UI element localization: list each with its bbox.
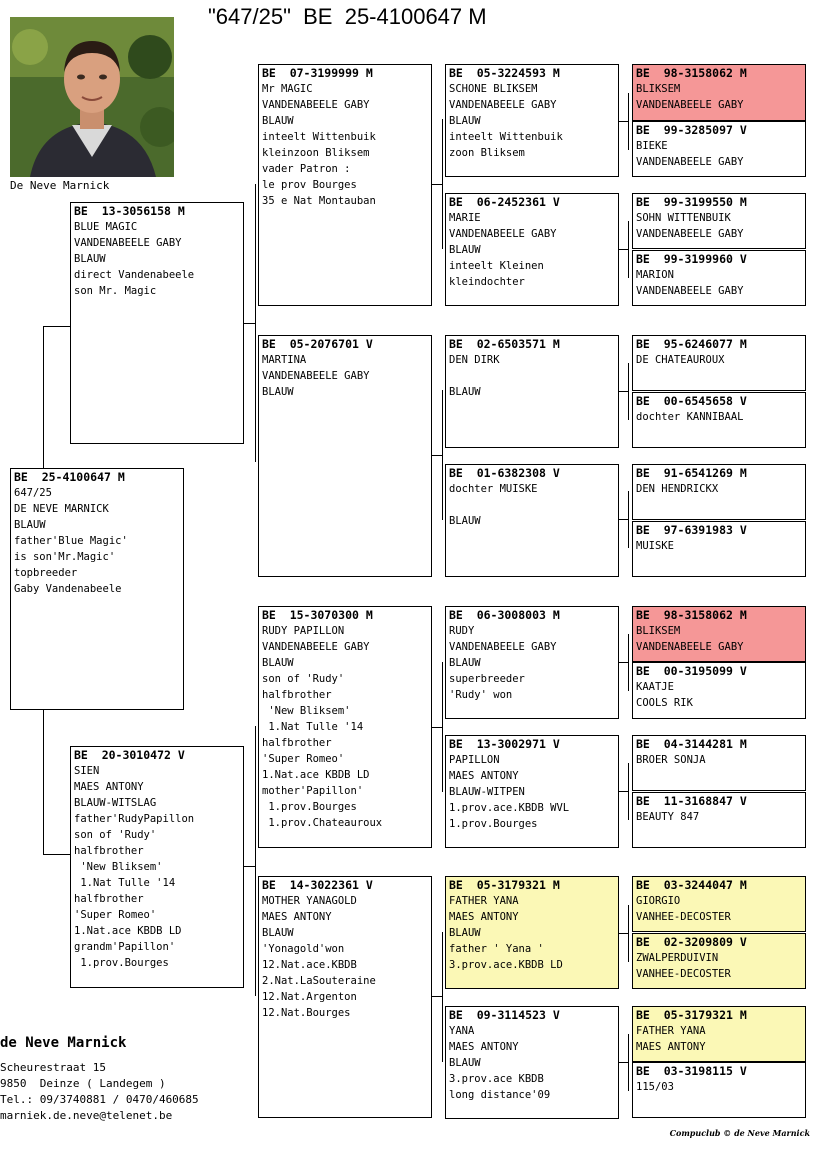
pigeon-detail-line: superbreeder — [449, 673, 525, 685]
owner-name: de Neve Marnick — [0, 1035, 127, 1051]
pigeon-detail-line: BLAUW-WITSLAG — [74, 797, 157, 809]
pigeon-detail-line: BLAUW — [74, 253, 106, 265]
ring-number: BE 99-3199960 V — [636, 252, 747, 266]
pigeon-detail-line: dochter MUISKE — [449, 483, 538, 495]
ring-number: BE 13-3002971 V — [449, 737, 560, 751]
pigeon-detail-line: MOTHER YANAGOLD — [262, 895, 357, 907]
pigeon-detail-line: BLIKSEM — [636, 83, 681, 95]
pigeon-detail-line: BLAUW — [262, 386, 294, 398]
connector-line — [43, 326, 44, 468]
pigeon-detail-line: father'RudyPapillon — [74, 813, 195, 825]
pigeon-card-ddds — [632, 1006, 806, 1062]
pigeon-card-dam-sire — [258, 606, 432, 848]
pigeon-detail-line: GIORGIO — [636, 895, 681, 907]
pigeon-detail-line: PAPILLON — [449, 754, 500, 766]
pigeon-card-dam — [70, 746, 244, 988]
pigeon-detail-line: 12.Nat.ace.KBDB — [262, 959, 357, 971]
footer-credit: Compuclub © de Neve Marnick — [669, 1128, 810, 1138]
pigeon-card-dsdd — [632, 792, 806, 848]
ring-number: BE 00-6545658 V — [636, 394, 747, 408]
pigeon-detail-line: MAES ANTONY — [74, 781, 144, 793]
pigeon-detail-line: long distance'09 — [449, 1089, 551, 1101]
pigeon-detail-line: KAATJE — [636, 681, 674, 693]
ring-number: BE 97-6391983 V — [636, 523, 747, 537]
pigeon-detail-line: son of 'Rudy' — [262, 673, 345, 685]
owner-address: Scheurestraat 15 — [0, 1061, 106, 1074]
pigeon-detail-line: 2.Nat.LaSouteraine — [262, 975, 376, 987]
connector-line — [618, 791, 629, 792]
pigeon-detail-line: RUDY PAPILLON — [262, 625, 345, 637]
pigeon-detail-line: COOLS RIK — [636, 697, 693, 709]
pigeon-detail-line: MAES ANTONY — [262, 911, 332, 923]
pigeon-card-ssss — [632, 64, 806, 121]
pigeon-detail-line: MARION — [636, 269, 674, 281]
ring-number: BE 02-6503571 M — [449, 337, 560, 351]
pigeon-detail-line: le prov Bourges — [262, 179, 357, 191]
connector-line — [255, 726, 256, 996]
connector-line — [43, 709, 44, 854]
ring-number: BE 02-3209809 V — [636, 935, 747, 949]
ring-number: BE 98-3158062 M — [636, 608, 747, 622]
pigeon-detail-line: BLAUW — [262, 115, 294, 127]
pigeon-detail-line: BEAUTY 847 — [636, 811, 700, 823]
pigeon-detail-line: mother'Papillon' — [262, 785, 364, 797]
connector-line — [618, 249, 629, 250]
pigeon-detail-line: inteelt Wittenbuik — [262, 131, 376, 143]
connector-line — [432, 455, 443, 456]
pigeon-detail-line: MAES ANTONY — [449, 770, 519, 782]
pigeon-detail-line — [449, 368, 615, 384]
ring-number: BE 11-3168847 V — [636, 794, 747, 808]
pigeon-detail-line: direct Vandenabeele — [74, 269, 195, 281]
ring-number: BE 05-2076701 V — [262, 337, 373, 351]
pigeon-detail-line: DEN DIRK — [449, 354, 500, 366]
pigeon-detail-line: 1.prov.Bourges — [262, 801, 357, 813]
pigeon-detail-line: dochter KANNIBAAL — [636, 411, 744, 423]
connector-line — [432, 184, 443, 185]
pigeon-card-sdsd — [632, 392, 806, 448]
pigeon-card-dssd — [632, 662, 806, 719]
pigeon-card-sds — [445, 335, 619, 448]
owner-phone: Tel.: 09/3740881 / 0470/460685 — [0, 1093, 199, 1106]
ring-number: BE 20-3010472 V — [74, 748, 185, 762]
pigeon-detail-line: VANDENABEELE GABY — [449, 99, 557, 111]
connector-line — [243, 323, 256, 324]
pigeon-detail-line: 12.Nat.Argenton — [262, 991, 357, 1003]
pigeon-detail-line: VANDENABEELE GABY — [262, 641, 370, 653]
pigeon-card-ddss — [632, 876, 806, 932]
connector-line — [442, 932, 443, 1062]
pigeon-card-ssd — [445, 193, 619, 306]
pigeon-detail-line: zoon Bliksem — [449, 147, 525, 159]
pigeon-card-main — [10, 468, 184, 710]
ring-number: BE 05-3224593 M — [449, 66, 560, 80]
pigeon-detail-line: VANDENABEELE GABY — [636, 641, 744, 653]
pigeon-detail-line: 12.Nat.Bourges — [262, 1007, 351, 1019]
pigeon-detail-line: 'Super Romeo' — [262, 753, 345, 765]
pigeon-detail-line: is son'Mr.Magic' — [14, 551, 116, 563]
ring-number: BE 15-3070300 M — [262, 608, 373, 622]
pigeon-detail-line: 1.Nat Tulle '14 — [262, 721, 364, 733]
pigeon-detail-line: YANA — [449, 1025, 475, 1037]
pigeon-detail-line: VANHEE-DECOSTER — [636, 968, 731, 980]
connector-line — [432, 727, 443, 728]
connector-line — [43, 326, 70, 327]
pigeon-detail-line: MARIE — [449, 212, 481, 224]
pigeon-detail-line: BLAUW — [449, 657, 481, 669]
pigeon-detail-line: RUDY — [449, 625, 475, 637]
pigeon-detail-line: DE CHATEAUROUX — [636, 354, 725, 366]
pigeon-detail-line: inteelt Kleinen — [449, 260, 544, 272]
ring-number: BE 25-4100647 M — [14, 470, 125, 484]
pigeon-detail-line: BLAUW — [449, 1057, 481, 1069]
connector-line — [618, 933, 629, 934]
pigeon-detail-line: BLAUW — [262, 927, 294, 939]
pigeon-detail-line: VANDENABEELE GABY — [636, 156, 744, 168]
pigeon-detail-line: 'New Bliksem' — [262, 705, 351, 717]
pigeon-card-dds — [445, 876, 619, 989]
pigeon-card-ssds — [632, 193, 806, 249]
pigeon-detail-line: halfbrother — [74, 845, 144, 857]
pigeon-card-sdds — [632, 464, 806, 520]
pigeon-detail-line: FATHER YANA — [636, 1025, 706, 1037]
pigeon-detail-line: BLUE MAGIC — [74, 221, 138, 233]
ring-number: BE 91-6541269 M — [636, 466, 747, 480]
pigeon-detail-line: 3.prov.ace.KBDB LD — [449, 959, 563, 971]
pigeon-card-sire-dam — [258, 335, 432, 577]
pigeon-detail-line: VANDENABEELE GABY — [74, 237, 182, 249]
pigeon-detail-line: son Mr. Magic — [74, 285, 157, 297]
pigeon-card-sdss — [632, 335, 806, 391]
pigeon-detail-line: 1.prov.Chateauroux — [262, 817, 383, 829]
pigeon-detail-line: BLAUW — [449, 244, 481, 256]
pigeon-card-dsss — [632, 606, 806, 662]
pigeon-card-sire — [70, 202, 244, 444]
connector-line — [618, 1062, 629, 1063]
pigeon-detail-line: father'Blue Magic' — [14, 535, 128, 547]
ring-number: BE 05-3179321 M — [449, 878, 560, 892]
pigeon-detail-line: Mr MAGIC — [262, 83, 313, 95]
pigeon-detail-line: DE NEVE MARNICK — [14, 503, 109, 515]
pigeon-card-ddd — [445, 1006, 619, 1119]
pigeon-detail-line: BLAUW — [449, 115, 481, 127]
pigeon-detail-line: MARTINA — [262, 354, 307, 366]
pigeon-detail-line: ZWALPERDUIVIN — [636, 952, 719, 964]
pigeon-detail-line: VANDENABEELE GABY — [636, 285, 744, 297]
pigeon-detail-line: BIEKE — [636, 140, 668, 152]
pigeon-card-sdd — [445, 464, 619, 577]
pigeon-detail-line: 'New Bliksem' — [74, 861, 163, 873]
pigeon-detail-line: BLAUW — [449, 927, 481, 939]
pigeon-detail-line: grandm'Papillon' — [74, 941, 176, 953]
pigeon-detail-line: DEN HENDRICKX — [636, 483, 719, 495]
pigeon-detail-line: VANHEE-DECOSTER — [636, 911, 731, 923]
pigeon-card-dddd — [632, 1062, 806, 1118]
pigeon-card-dsds — [632, 735, 806, 791]
ring-number: BE 07-3199999 M — [262, 66, 373, 80]
pigeon-detail-line: halfbrother — [74, 893, 144, 905]
pigeon-detail-line: 'Rudy' won — [449, 689, 513, 701]
pigeon-detail-line: 1.Nat.ace KBDB LD — [262, 769, 370, 781]
pigeon-detail-line: BLAUW — [449, 386, 481, 398]
pigeon-detail-line: 647/25 — [14, 487, 52, 499]
pigeon-detail-line: VANDENABEELE GABY — [636, 228, 744, 240]
ring-number: BE 06-2452361 V — [449, 195, 560, 209]
pigeon-detail-line: MAES ANTONY — [449, 1041, 519, 1053]
pigeon-detail-line: son of 'Rudy' — [74, 829, 157, 841]
pigeon-detail-line: FATHER YANA — [449, 895, 519, 907]
pigeon-detail-line: Gaby Vandenabeele — [14, 583, 122, 595]
owner-email: marniek.de.neve@telenet.be — [0, 1109, 173, 1122]
pigeon-detail-line: 1.prov.Bourges — [449, 818, 538, 830]
ring-number: BE 98-3158062 M — [636, 66, 747, 80]
pigeon-card-ssdd — [632, 250, 806, 306]
pigeon-card-ddsd — [632, 933, 806, 989]
ring-number: BE 00-3195099 V — [636, 664, 747, 678]
pigeon-card-sssd — [632, 121, 806, 177]
pigeon-detail-line: kleindochter — [449, 276, 525, 288]
pigeon-card-sss — [445, 64, 619, 177]
pigeon-detail-line: 1.prov.ace.KBDB WVL — [449, 802, 570, 814]
pigeon-card-dsd — [445, 735, 619, 848]
pigeon-detail-line: kleinzoon Bliksem — [262, 147, 370, 159]
ring-number: BE 13-3056158 M — [74, 204, 185, 218]
pigeon-detail-line: VANDENABEELE GABY — [449, 228, 557, 240]
pigeon-detail-line: SCHONE BLIKSEM — [449, 83, 538, 95]
pigeon-detail-line: VANDENABEELE GABY — [262, 370, 370, 382]
pigeon-detail-line — [449, 497, 615, 513]
ring-number: BE 14-3022361 V — [262, 878, 373, 892]
ring-number: BE 99-3285097 V — [636, 123, 747, 137]
photo-caption: De Neve Marnick — [10, 179, 110, 192]
pigeon-detail-line: BLAUW — [14, 519, 46, 531]
pigeon-detail-line: father ' Yana ' — [449, 943, 544, 955]
connector-line — [432, 996, 443, 997]
connector-line — [243, 866, 256, 867]
pigeon-detail-line: BROER SONJA — [636, 754, 706, 766]
pigeon-card-sire-sire — [258, 64, 432, 306]
pigeon-detail-line: 'Yonagold'won — [262, 943, 345, 955]
pigeon-detail-line: VANDENABEELE GABY — [636, 99, 744, 111]
connector-line — [618, 391, 629, 392]
pigeon-detail-line: 1.prov.Bourges — [74, 957, 169, 969]
pigeon-detail-line: BLAUW-WITPEN — [449, 786, 525, 798]
pigeon-detail-line: 1.Nat Tulle '14 — [74, 877, 176, 889]
ring-number: BE 03-3198115 V — [636, 1064, 747, 1078]
ring-number: BE 99-3199550 M — [636, 195, 747, 209]
pigeon-detail-line: MAES ANTONY — [449, 911, 519, 923]
pigeon-detail-line: MUISKE — [636, 540, 674, 552]
connector-line — [618, 662, 629, 663]
connector-line — [618, 519, 629, 520]
pigeon-detail-line: inteelt Wittenbuik — [449, 131, 563, 143]
pigeon-detail-line: BLAUW — [449, 515, 481, 527]
pigeon-detail-line: 3.prov.ace KBDB — [449, 1073, 544, 1085]
ring-number: BE 04-3144281 M — [636, 737, 747, 751]
pigeon-card-dam-dam — [258, 876, 432, 1118]
owner-photo — [10, 17, 174, 177]
pigeon-detail-line: 35 e Nat Montauban — [262, 195, 376, 207]
pigeon-detail-line: VANDENABEELE GABY — [262, 99, 370, 111]
pigeon-detail-line: SOHN WITTENBUIK — [636, 212, 731, 224]
ring-number: BE 01-6382308 V — [449, 466, 560, 480]
connector-line — [618, 121, 629, 122]
pigeon-detail-line: vader Patron : — [262, 163, 351, 175]
pigeon-detail-line: VANDENABEELE GABY — [449, 641, 557, 653]
pigeon-detail-line: SIEN — [74, 765, 100, 777]
owner-city: 9850 Deinze ( Landegem ) — [0, 1077, 166, 1090]
pigeon-detail-line: halfbrother — [262, 737, 332, 749]
pigeon-detail-line: 1.Nat.ace KBDB LD — [74, 925, 182, 937]
pigeon-detail-line: BLIKSEM — [636, 625, 681, 637]
ring-number: BE 05-3179321 M — [636, 1008, 747, 1022]
pigeon-card-dss — [445, 606, 619, 719]
ring-number: BE 09-3114523 V — [449, 1008, 560, 1022]
pigeon-detail-line: 'Super Romeo' — [74, 909, 157, 921]
page-title: "647/25" BE 25-4100647 M — [208, 4, 487, 29]
connector-line — [43, 854, 70, 855]
pigeon-detail-line: 115/03 — [636, 1081, 674, 1093]
pigeon-card-sddd — [632, 521, 806, 577]
ring-number: BE 95-6246077 M — [636, 337, 747, 351]
pigeon-detail-line: topbreeder — [14, 567, 78, 579]
pigeon-detail-line: BLAUW — [262, 657, 294, 669]
ring-number: BE 03-3244047 M — [636, 878, 747, 892]
pigeon-detail-line: MAES ANTONY — [636, 1041, 706, 1053]
ring-number: BE 06-3008003 M — [449, 608, 560, 622]
pigeon-detail-line: halfbrother — [262, 689, 332, 701]
